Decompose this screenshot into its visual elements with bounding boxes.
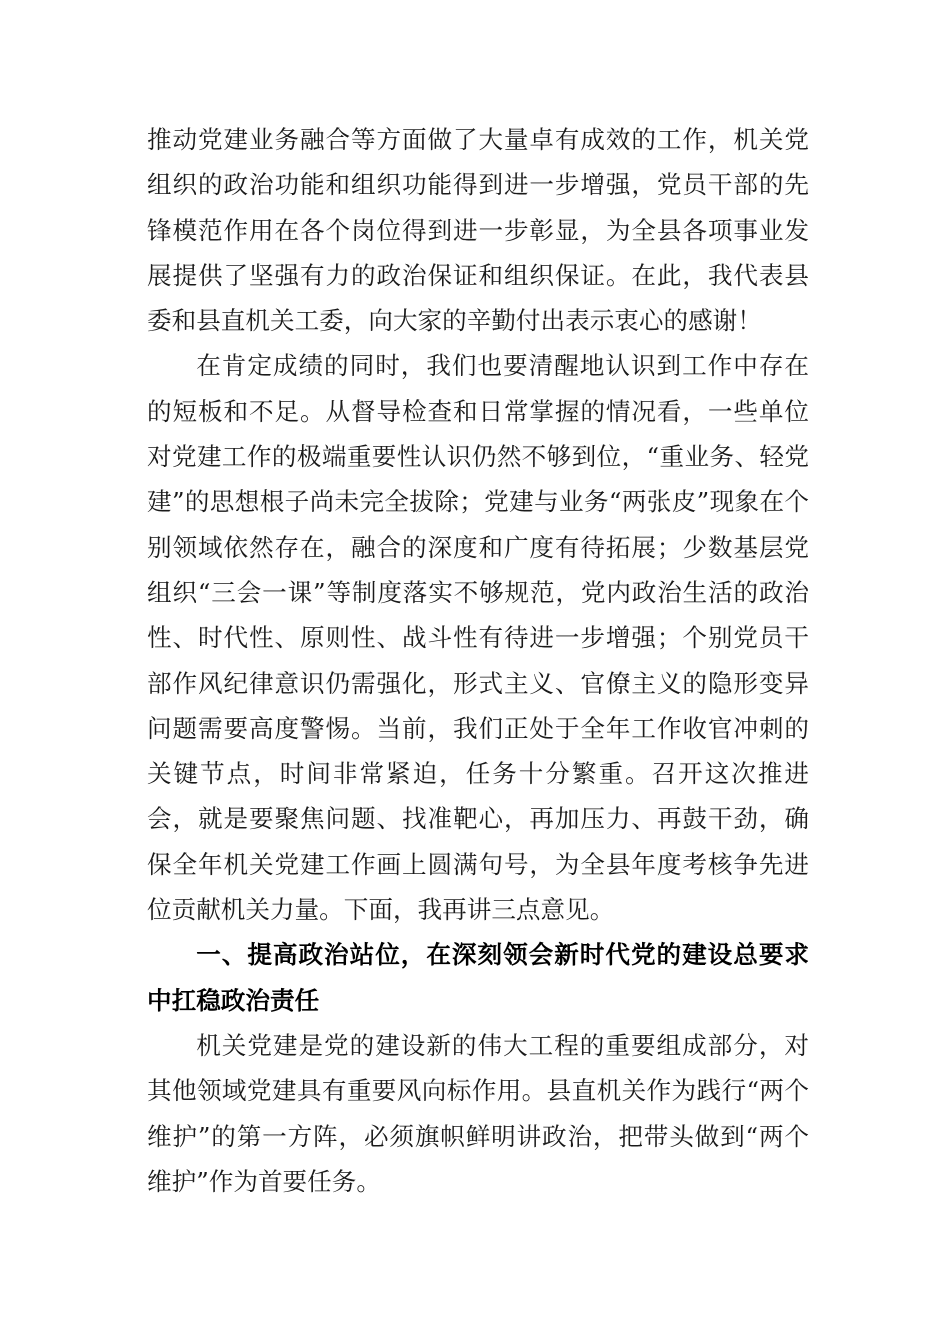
section-heading-one: 一、提高政治站位，在深刻领会新时代党的建设总要求中扛稳政治责任 bbox=[147, 940, 809, 1015]
paragraph-continuation: 推动党建业务融合等方面做了大量卓有成效的工作，机关党组织的政治功能和组织功能得到进一步增强，党员干部的先锋模范作用在各个岗位得到进一步彰显，为全县各项事业发展提供了坚强有力的政治保证和组织保证。在此，我代表县委和县直机关工委，向大家的辛勤付出表示衷心的感谢！ bbox=[147, 125, 809, 336]
paragraph-shortcomings: 在肯定成绩的同时，我们也要清醒地认识到工作中存在的短板和不足。从督导检查和日常掌握的情况看，一些单位对党建工作的极端重要性认识仍然不够到位，“重业务、轻党建”的思想根子尚未完全拔除；党建与业务“两张皮”现象在个别领域依然存在，融合的深度和广度有待拓展；少数基层党组织“三会一课”等制度落实不够规范，党内政治生活的政治性、时代性、原则性、战斗性有待进一步增强；个别党员干部作风纪律意识仍需强化，形式主义、官僚主义的隐形变异问题需要高度警惕。当前，我们正处于全年工作收官冲刺的关键节点，时间非常紧迫，任务十分繁重。召开这次推进会，就是要聚焦问题、找准靶心，再加压力、再鼓干劲，确保全年机关党建工作画上圆满句号，为全县年度考核争先进位贡献机关力量。下面，我再讲三点意见。 bbox=[147, 351, 809, 925]
document-body bbox=[147, 117, 809, 1204]
paragraph-political-responsibility: 机关党建是党的建设新的伟大工程的重要组成部分，对其他领域党建具有重要风向标作用。县直机关作为践行“两个维护”的第一方阵，必须旗帜鲜明讲政治，把带头做到“两个维护”作为首要任务。 bbox=[147, 1030, 809, 1196]
